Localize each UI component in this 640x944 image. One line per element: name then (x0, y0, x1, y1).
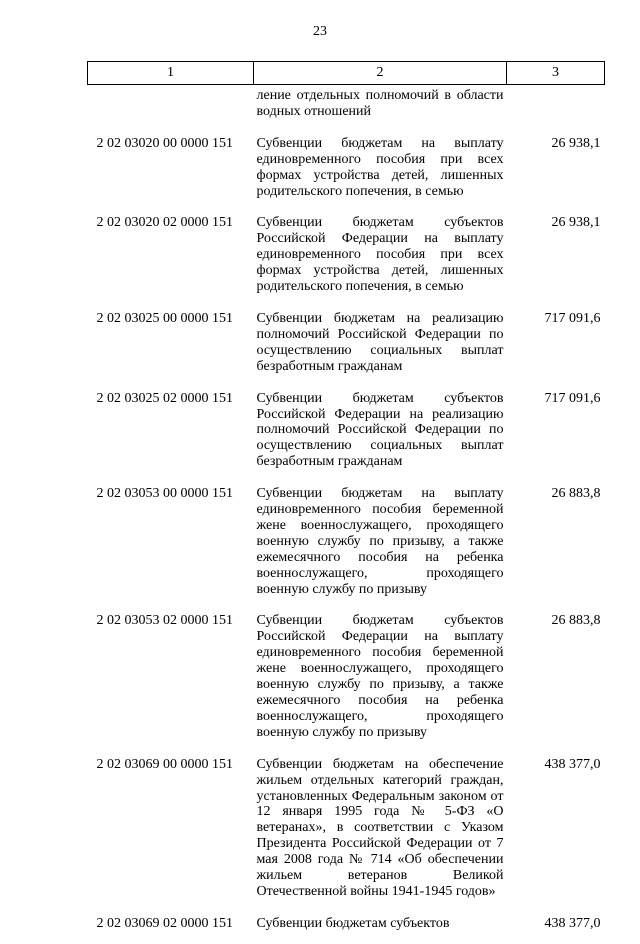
table-row (88, 132, 605, 212)
row-code: 2 02 03020 02 0000 151 (96, 215, 233, 231)
row-description: Субвенции бюджетам субъектов Российской Федерации на реализацию полномочий Российской Федерации по осуществлению социальных выплат безработным гражданам (256, 390, 504, 470)
row-code: 2 02 03020 00 0000 151 (96, 135, 233, 151)
table-row (88, 912, 605, 944)
row-value (507, 85, 605, 132)
row-value: 26 938,1 (551, 215, 601, 231)
table-row (88, 211, 605, 307)
row-code: 2 02 03069 02 0000 151 (96, 915, 233, 931)
row-value: 26 883,8 (551, 613, 601, 629)
table-row (88, 85, 605, 132)
row-code: 2 02 03025 00 0000 151 (96, 310, 233, 326)
table-row (88, 387, 605, 483)
page-number: 23 (313, 24, 327, 39)
row-description: Субвенции бюджетам субъектов (256, 915, 450, 931)
column-header-description: 2 (254, 62, 507, 85)
row-value: 26 938,1 (551, 135, 601, 151)
row-code (88, 85, 254, 132)
column-header-value: 3 (507, 62, 605, 85)
row-description: Субвенции бюджетам субъектов Российской Федерации на выплату единовременного пособия беременной жене военнослужащего, проходящего военную службу по призыву, а также ежемесячного пособия на ребенка военнослужащего, проходящего военную службу по призыву (256, 613, 504, 740)
column-header-code: 1 (88, 62, 254, 85)
table-header-row (88, 62, 605, 85)
table-row (88, 307, 605, 387)
row-value: 26 883,8 (551, 486, 601, 502)
table-row (88, 753, 605, 912)
row-value: 438 377,0 (544, 756, 601, 772)
budget-table (87, 61, 605, 944)
row-description: Субвенции бюджетам на выплату единовременного пособия при всех формах устройства детей, лишенных родительского попечения, в семью (256, 135, 504, 199)
row-value: 717 091,6 (544, 310, 601, 326)
row-code: 2 02 03025 02 0000 151 (96, 390, 233, 406)
table-row (88, 609, 605, 752)
row-value: 438 377,0 (544, 915, 601, 931)
row-code: 2 02 03069 00 0000 151 (96, 756, 233, 772)
row-description: Субвенции бюджетам субъектов Российской Федерации на выплату единовременного пособия при всех формах устройства детей, лишенных родительского попечения, в семью (256, 215, 504, 295)
row-code: 2 02 03053 00 0000 151 (96, 486, 233, 502)
row-description: ление отдельных полномочий в области водных отношений (256, 88, 504, 119)
row-description: Субвенции бюджетам на выплату единовременного пособия беременной жене военнослужащего, проходящего военную службу по призыву, а также ежемесячного пособия на ребенка военнослужащего, проходящего военную службу по призыву (256, 486, 504, 597)
row-description: Субвенции бюджетам на реализацию полномочий Российской Федерации по осуществлению социальных выплат безработным гражданам (256, 310, 504, 374)
row-description: Субвенции бюджетам на обеспечение жильем отдельных категорий граждан, установленных Федеральным законом от 12 января 1995 года № 5-ФЗ «О ветеранах», в соответствии с Указом Президента Российской Федерации от 7 мая 2008 года № 714 «Об обеспечении жильем ветеранов Великой Отечественной войны 1941-1945 годов» (256, 756, 504, 899)
row-code: 2 02 03053 02 0000 151 (96, 613, 233, 629)
table-row (88, 482, 605, 609)
row-value: 717 091,6 (544, 390, 601, 406)
